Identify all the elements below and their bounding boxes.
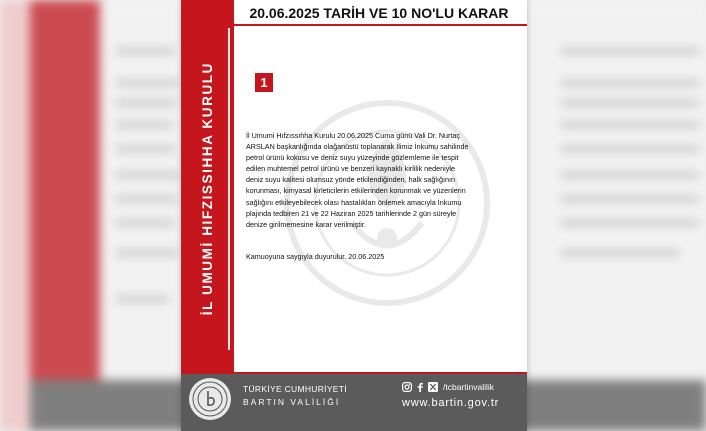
org-name-line2: BARTIN VALİLİĞİ bbox=[243, 397, 341, 407]
sidebar-divider bbox=[228, 28, 230, 350]
decision-line: petrol ürünü kokusu ve deniz suyu yüzeyinde gözlemleme ile tespit bbox=[246, 153, 459, 163]
decision-body bbox=[234, 26, 527, 372]
page-title: 20.06.2025 TARİH VE 10 NO'LU KARAR bbox=[249, 5, 509, 21]
decision-text bbox=[246, 130, 516, 230]
decision-line: plajında tedbiren 21 ve 22 Haziran 2025 tarihlerinde 2 gün süreyle bbox=[246, 208, 457, 218]
decision-line: deniz suyu kalitesi olumsuz yönde etkilendiğinden, halk sağlığının bbox=[246, 175, 455, 185]
footer bbox=[181, 372, 527, 431]
decision-line: edilen muhtemel petrol ürünü ve benzeri kaynaklı kirlilik nedeniyle bbox=[246, 164, 455, 174]
decision-number-badge: 1 bbox=[255, 73, 273, 92]
decision-line: korunması, kimyasal kirleticilerin etkilerinden korunmak ve yüzenlerin bbox=[246, 186, 466, 196]
decision-line: İl Umumi Hıfzıssıhha Kurulu 20.06.2025 Cuma günü Vali Dr. Nurtaç bbox=[246, 131, 460, 140]
org-name-line1: TÜRKİYE CUMHURİYETİ bbox=[243, 384, 347, 394]
decision-line: ARSLAN başkanlığında olağanüstü toplanarak İlimiz İnkumu sahilinde bbox=[246, 142, 469, 152]
decision-line: denize girilmemesine karar verilmiştir. bbox=[246, 219, 366, 229]
decision-line: sağlığını etkileyebilecek olası hastalıkları önlemek amacıyla İnkumu bbox=[246, 197, 462, 207]
decision-card bbox=[181, 0, 527, 431]
footer-divider bbox=[181, 372, 527, 374]
governorship-seal-icon bbox=[189, 378, 231, 420]
facebook-icon[interactable] bbox=[415, 382, 425, 392]
social-links bbox=[402, 382, 494, 392]
x-icon[interactable] bbox=[428, 382, 438, 392]
instagram-icon[interactable] bbox=[402, 382, 412, 392]
social-handle[interactable]: /tcbartinvalilik bbox=[443, 382, 495, 392]
closing-note: Kamuoyuna saygıyla duyurulur. 20.06.2025 bbox=[246, 252, 385, 261]
sidebar-title: İL UMUMİ HIFZISSIHHA KURULU bbox=[199, 62, 215, 316]
website-link[interactable]: www.bartin.gov.tr bbox=[402, 397, 500, 409]
red-sidebar bbox=[181, 0, 234, 372]
